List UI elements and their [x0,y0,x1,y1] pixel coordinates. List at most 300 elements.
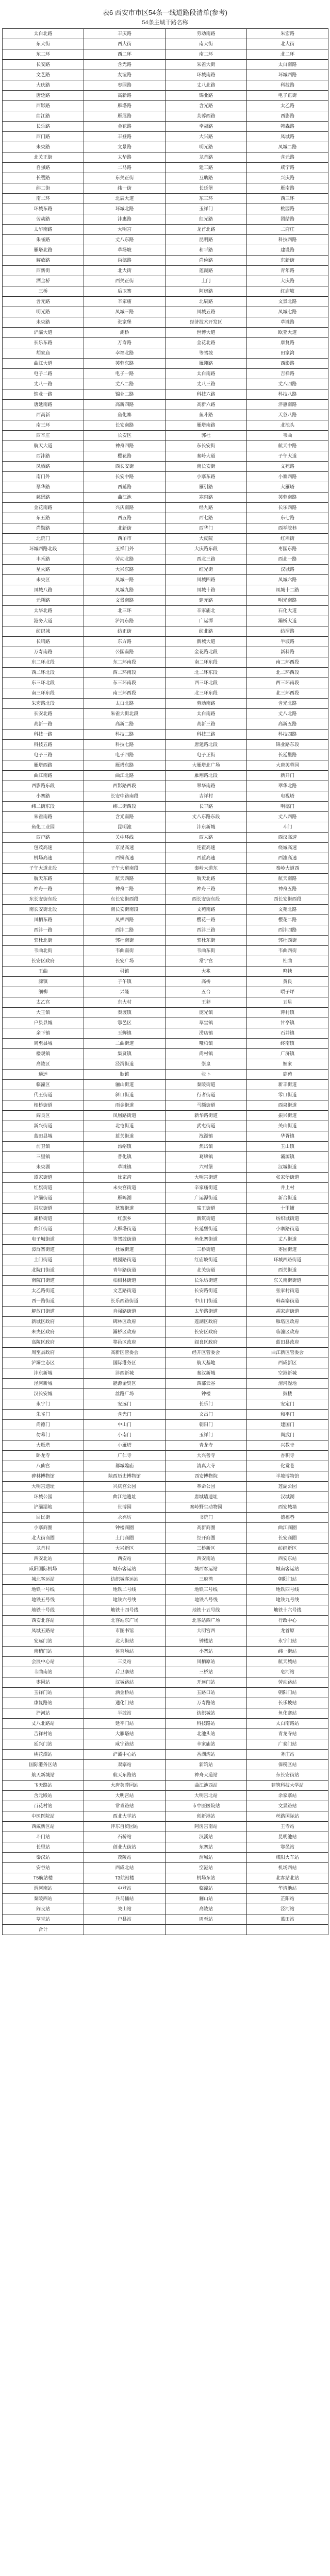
table-cell: 北池头站 [166,1729,247,1739]
table-row [3,462,328,472]
table-cell: 东新街 [247,256,328,266]
table-cell: 东三环北段 [3,678,84,688]
table-row [3,1770,328,1781]
table-cell: 东长安街站 [247,1770,328,1781]
table-row [3,1502,328,1513]
table-cell: 子午大道南段 [84,863,166,874]
table-cell: 红庙坡 [247,286,328,297]
table-cell: 航天东路站 [84,1770,166,1781]
table-cell: 丈八北路 [247,709,328,719]
table-row [3,771,328,781]
table-row [3,740,328,750]
table-cell: 环城南路 [166,70,247,80]
table-cell: 朱雀门 [3,1410,84,1420]
table-row [3,1554,328,1564]
table-row [3,1667,328,1677]
table-cell: 三桥 [3,286,84,297]
table-cell: 西影路 [3,101,84,111]
table-row [3,101,328,111]
table-cell: 浐河站 [3,1708,84,1719]
table-cell: 航天南路 [247,874,328,884]
table-row [3,420,328,431]
table-cell: 西汉高速 [247,833,328,843]
table-row [3,730,328,740]
table-cell: 西咸新区站 [3,1822,84,1832]
table-cell: 细柳 [3,987,84,997]
table-cell: 小寨站 [166,1647,247,1657]
table-cell: 凤城一路 [84,575,166,585]
table-row [3,1884,328,1894]
table-cell: 零口街道 [247,1090,328,1100]
table-cell: 文苑南路 [166,905,247,915]
table-cell: 双寨站 [84,1760,166,1770]
table-cell: 团结路 [247,214,328,225]
table-cell: 太乙宫 [3,997,84,1008]
table-cell: 航天新城站 [3,1770,84,1781]
table-cell: 王曲 [3,967,84,977]
table-cell: 朝阳门站 [247,1688,328,1698]
table-cell: 沣东新城 [3,1368,84,1379]
table-cell: 胡家庙街道 [247,1307,328,1317]
table-cell: 尚村镇 [166,1049,247,1059]
table-cell: 电子四路 [84,750,166,760]
table-cell: 广泰门站 [247,1739,328,1750]
table-cell: 龙首村 [3,1544,84,1554]
table-row [3,750,328,760]
table-cell: 经九路 [166,503,247,513]
table-row [3,1698,328,1708]
table-cell: 西安北客站 [3,1616,84,1626]
table-cell: 神舟二路 [84,884,166,894]
table-cell: 金花路北段 [166,647,247,657]
table-row [3,1049,328,1059]
table-row [3,1173,328,1183]
table-cell: 建元路 [166,596,247,606]
table-cell: 玉蝉镇 [84,1028,166,1039]
table-cell: 三桥街道 [166,1245,247,1255]
table-cell: 创业大街站 [84,1842,166,1853]
table-cell: 电子城街道 [3,1234,84,1245]
table-cell: 含光路 [166,101,247,111]
table-row [3,863,328,874]
table-cell: 长乐门 [166,1399,247,1410]
table-cell: 兴庆宫公园 [84,1482,166,1492]
table-cell: 劳动南路 [166,29,247,39]
table-cell: 解放路 [3,256,84,266]
table-cell: 锦业路 [166,91,247,101]
table-cell: 斜口街道 [84,1090,166,1100]
table-row [3,1719,328,1729]
table-cell: 纺织城客运站 [84,1574,166,1585]
table-cell: 空港站 [166,1863,247,1873]
table-cell: 保税区站 [247,1760,328,1770]
table-row [3,637,328,647]
table-cell: 凤城七路 [247,307,328,317]
table-cell: 纬一街 [84,183,166,194]
table-cell: 市图书馆 [84,1626,166,1636]
table-row [3,39,328,49]
table-cell: 枣园街道 [247,1245,328,1255]
table-cell: 鱼化工业园 [3,822,84,833]
table-cell: 灞桥 [84,328,166,338]
table-cell: 渭城站 [166,1853,247,1863]
table-cell: 长安路 [3,60,84,70]
table-cell: 丈八四路 [247,379,328,389]
table-cell: 小寨西路 [247,472,328,482]
table-cell: 建筑科技大学站 [247,1781,328,1791]
table-cell: 北三环东段 [166,688,247,699]
table-cell: 红光街 [166,565,247,575]
table-row [3,1121,328,1131]
table-row [3,194,328,204]
table-row [3,122,328,132]
table-row [3,1379,328,1389]
table-cell: 凤城十二路 [247,585,328,596]
table-cell: 金花北路 [166,338,247,348]
table-cell: 朱雀路 [3,235,84,245]
table-cell: 红庙坡街道 [166,1255,247,1265]
table-row [3,152,328,163]
table-cell: 环城北路 [84,204,166,214]
table-cell: 大明宫西 [166,1626,247,1636]
table-cell: 草滩镇 [84,1162,166,1173]
table-row [3,1750,328,1760]
table-cell: 劳动路站 [247,1677,328,1688]
table-cell: 三桥站 [166,1667,247,1677]
table-cell: 关中环线 [84,833,166,843]
table-cell: 杜曲 [247,956,328,967]
table-row [3,441,328,451]
table-cell: 西二环北段 [3,668,84,678]
table-row [3,1647,328,1657]
table-cell: 阎良区 [3,1111,84,1121]
table-row [3,1008,328,1018]
table-cell: 朱雀大街 [166,60,247,70]
table-cell: 漳浒寨街道 [3,1245,84,1255]
table-cell: 钟楼站 [166,1636,247,1647]
table-cell: 纺渭路 [247,626,328,637]
table-row [3,1513,328,1523]
table-cell: 鱼化寨街道 [166,1234,247,1245]
table-cell: 华胥镇 [247,1131,328,1142]
table-cell: 咸宁路 [247,163,328,173]
table-cell: 翠华路 [3,482,84,493]
table-cell: 太乙路 [247,101,328,111]
table-cell: 小寨商圈 [3,1523,84,1533]
table-cell: 大庆路东段 [166,544,247,554]
table-cell: 红旗街道 [3,1183,84,1193]
table-row [3,482,328,493]
table-cell: 枣园路 [84,80,166,91]
table-cell: 丈八北路站 [3,1719,84,1729]
table-cell: 和平门 [247,1410,328,1420]
table-cell: 中登站 [84,1884,166,1894]
table-cell: 涝店镇 [166,1028,247,1039]
table-cell: 西关正街 [84,276,166,286]
table-cell: 机场高速 [3,853,84,863]
table-cell: 胡家庙 [3,348,84,359]
table-cell: 西二环南段 [84,668,166,678]
table-cell: 韦曲西街 [247,946,328,956]
table-row [3,70,328,80]
table-cell: 凤栖东路 [3,915,84,925]
table-cell: 建国门 [247,1420,328,1430]
table-cell: 小南门 [84,1430,166,1440]
table-cell: 地铁八号线 [166,1595,247,1605]
table-cell: 电子正街 [166,750,247,760]
table-row [3,91,328,101]
table-row [3,276,328,286]
table-cell: 北新街 [84,523,166,534]
table-row [3,853,328,863]
table-cell: 地铁六号线 [84,1595,166,1605]
table-cell: 谭家街道 [3,1173,84,1183]
table-cell: 浐灞湿地 [3,1502,84,1513]
table-row [3,1296,328,1307]
table-cell: 石化大道 [247,606,328,616]
table-row [3,1018,328,1028]
table-cell: 广运潭 [166,616,247,626]
table-row [3,1451,328,1461]
table-cell: 丝路广场 [84,1389,166,1399]
table-cell: 劳动北路 [84,554,166,565]
table-cell: 马额街道 [166,1100,247,1111]
table-cell: 南长安街南段 [84,905,166,915]
table-row [3,987,328,997]
table-cell: 曲江池遗址 [84,1492,166,1502]
table-cell: 科技七路 [84,740,166,750]
table-cell: 凤凰路街道 [84,1111,166,1121]
table-cell: 科技二路 [84,730,166,740]
table-row [3,389,328,400]
table-cell: 尚德门 [3,1420,84,1430]
table-row [3,1914,328,1925]
table-cell: 能源金贸区 [84,1379,166,1389]
table-cell: 丰禾路 [3,554,84,565]
table-cell: 田家湾 [247,348,328,359]
table-cell: 斗门站 [3,1832,84,1842]
table-cell: 新华路街道 [166,1111,247,1121]
table-cell: 含元路 [247,152,328,163]
table-cell: 解放门街道 [3,1307,84,1317]
table-row [3,328,328,338]
table-cell: 鄠邑站 [247,1842,328,1853]
table-row [3,822,328,833]
table-cell: 雁引路 [166,482,247,493]
table-cell: 开远门站 [166,1677,247,1688]
table-cell: 中山门 [84,1420,166,1430]
table-cell: 劳动南路 [166,699,247,709]
table-cell: 韩森路 [247,122,328,132]
table-row [3,1183,328,1193]
table-cell: 翠华南路 [166,781,247,791]
table-cell: 广济镇 [247,1049,328,1059]
table-row [3,1636,328,1647]
table-cell: 秦岭大道 [166,451,247,462]
table-cell: 青龙寺站 [247,1729,328,1739]
table-cell: 长乐坊街道 [166,1276,247,1286]
table-cell: 洒金桥 [3,276,84,286]
table-row [3,1574,328,1585]
table-cell: 大雁塔街道 [84,1224,166,1234]
table-cell: 半坡路 [247,637,328,647]
table-cell: 徐家湾 [84,1173,166,1183]
table-cell: 三爻站 [84,1657,166,1667]
table-cell: 安谷站 [3,1863,84,1873]
table-cell: 体育场站 [84,1647,166,1657]
table-cell: 新筑站 [166,1760,247,1770]
table-cell: 振兴街道 [247,1111,328,1121]
table-cell: 芷阳站 [247,1894,328,1904]
table-cell: 辛家庙 [84,297,166,307]
table-cell: 纺北路 [166,626,247,637]
table-row [3,503,328,513]
table-cell: 太华路 [84,152,166,163]
table-cell: 丈八一路 [3,379,84,389]
table-cell: 南稍门站 [3,1647,84,1657]
table-row [3,997,328,1008]
table-row [3,802,328,812]
table-cell: 唐延路北段 [166,740,247,750]
table-row [3,668,328,678]
table-cell: 通化门站 [84,1698,166,1708]
table-cell: 新丰街道 [247,1080,328,1090]
table-cell: 周至站 [166,1914,247,1925]
table-cell: 西长安街 [84,462,166,472]
table-cell: 纬二街 [3,183,84,194]
table-cell: 西北大学站 [84,1811,166,1822]
table-cell: 韩森寨街道 [247,1296,328,1307]
table-cell: 鄠邑区政府 [84,1337,166,1348]
table-row [3,286,328,297]
table-cell: 席王街道 [166,1204,247,1214]
table-row [3,359,328,369]
table-cell: 北客站北站 [247,1873,328,1884]
table-cell: 井上村 [247,1183,328,1193]
table-cell: 红旗乡 [84,1214,166,1224]
table-cell: 钟楼商圈 [84,1523,166,1533]
table-cell: 桃园路街道 [84,1255,166,1265]
table-cell: 汉城路站 [84,1677,166,1688]
table-cell: 康复路 [247,338,328,348]
table-cell: 高新四路 [84,400,166,410]
table-cell: 东二环北段 [3,657,84,668]
table-cell: 大庆路 [3,80,84,91]
table-cell: 喂子坪 [247,987,328,997]
table-cell: 庞光镇 [166,1008,247,1018]
table-cell: 通远 [3,1070,84,1080]
table-cell: 天谷八路 [247,410,328,420]
table-cell: 高桥 [166,977,247,987]
table-cell: 高新六路 [166,400,247,410]
table-cell: 常青路站 [84,1801,166,1811]
table-cell: 大兴新区 [84,1544,166,1554]
table-cell: 草场坡 [84,245,166,256]
table-cell: 凤城九路 [84,585,166,596]
table-cell: 西三环南段 [247,678,328,688]
table-cell: 安定门 [247,1399,328,1410]
table-cell: 西铜高速 [84,853,166,863]
table-cell: 郭杜南街 [84,936,166,946]
table-cell: 文昌门 [166,1410,247,1420]
table-cell: 秦岭大道西 [247,863,328,874]
table-row [3,946,328,956]
table-cell: 凤栖路 [3,462,84,472]
table-cell: 周至县政府 [3,1348,84,1358]
table-row [3,1482,328,1492]
table-row [3,1162,328,1173]
table-cell: 西安北站 [3,1554,84,1564]
table-cell: 绕城高速 [247,843,328,853]
table-cell: 康复路站 [3,1698,84,1708]
table-cell: 韦曲 [247,431,328,441]
table-cell: 幸福路 [166,122,247,132]
table-cell: 沣惠路 [84,214,166,225]
table-row [3,719,328,730]
table-cell: 雁翔路北段 [166,771,247,781]
table-row [3,513,328,523]
table-cell: 高新商圈 [166,1523,247,1533]
table-cell: 凤城路 [247,132,328,142]
table-cell: 阿房宫南站 [166,1822,247,1832]
table-cell: 含元路 [3,297,84,307]
table-cell: 电子三路 [3,750,84,760]
table-cell: 香湖湾站 [166,1750,247,1760]
table-cell: 明光南路 [247,596,328,606]
table-cell: 郭杜北街 [3,936,84,946]
table-cell: 明德门 [247,802,328,812]
table-row [3,204,328,214]
table-cell: 青年路 [247,266,328,276]
table-row [3,111,328,122]
table-row [3,575,328,585]
table-cell: 鹿苑 [247,1070,328,1080]
table-cell: 甘亭镇 [247,1018,328,1028]
table-cell: 地铁十四号线 [84,1605,166,1616]
table-row [3,266,328,276]
table-row [3,1791,328,1801]
table-cell: 长安区 [84,431,166,441]
table-row [3,1461,328,1471]
table-cell: 万寿路 [84,338,166,348]
table-cell: 锦业一路 [3,389,84,400]
table-row [3,688,328,699]
table-cell: 莲湖路 [166,266,247,276]
table-cell: 太白北路 [3,29,84,39]
table-cell: 北院门街道 [3,1265,84,1276]
table-cell: 灞桥大道 [247,616,328,626]
table-subtitle: 54条主城干路名称 [142,20,188,26]
table-cell: 凤城八路 [3,585,84,596]
table-cell: 国际港务区站 [3,1760,84,1770]
table-cell: 西羊市 [84,534,166,544]
table-cell: 沣东自贸园站 [84,1822,166,1832]
table-cell: 神舟三路 [166,884,247,894]
table-cell: 长延堡 [166,183,247,194]
table-cell: 科技西路 [247,235,328,245]
table-cell: 关山街道 [247,1121,328,1131]
table-cell: 高陵站 [166,1904,247,1914]
table-cell: 文景路站 [247,1801,328,1811]
table-cell: 三里镇 [3,1152,84,1162]
table-cell: 秦陵西站 [3,1894,84,1904]
table-cell: 葛牌镇 [166,1152,247,1162]
table-cell: 兴隆 [84,987,166,997]
table-row [3,596,328,606]
table-cell: 昆明池站 [247,1832,328,1842]
table-cell: 樱花路 [84,451,166,462]
table-cell: 长乐东路 [3,338,84,348]
